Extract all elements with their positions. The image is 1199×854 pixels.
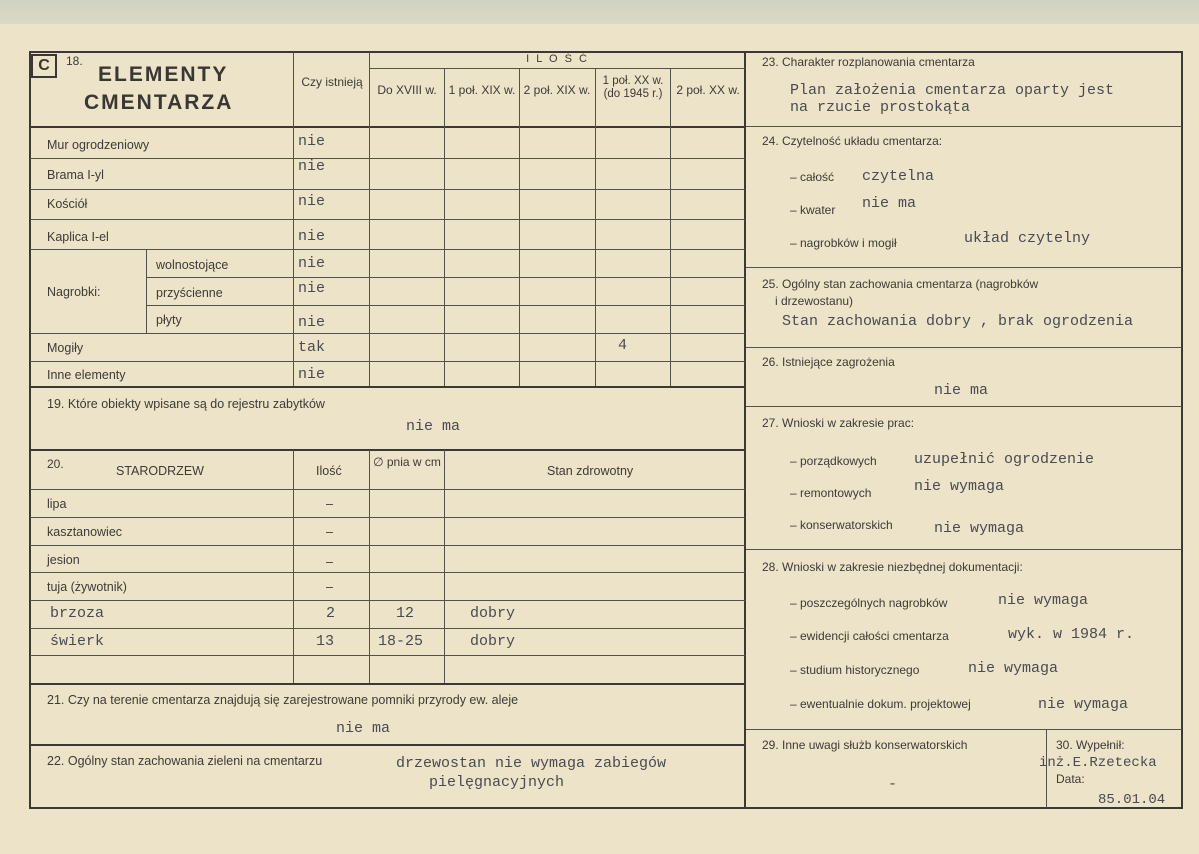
elements-title-line2: CMENTARZA — [84, 91, 234, 114]
tree-diam-spruce: 18-25 — [378, 633, 424, 650]
col-period-2: 1 poł. XIX w. — [448, 83, 516, 97]
q24-whole-value: czytelna — [862, 168, 935, 185]
q20-col-qty: Ilość — [316, 464, 342, 478]
tree-name-thuja: tuja (żywotnik) — [47, 580, 127, 594]
tree-name-birch: brzoza — [50, 605, 105, 622]
tree-qty-spruce: 13 — [316, 633, 335, 650]
row-label-slabs: płyty — [156, 313, 182, 327]
q24-label: 24. Czytelność układu cmentarza: — [762, 134, 943, 148]
q27-conservation-label: – konserwatorskich — [790, 518, 893, 532]
row-graves-period4: 4 — [618, 337, 628, 354]
q25-label-line2: i drzewostanu) — [775, 294, 854, 308]
row-label-gate: Brama I-yl — [47, 168, 104, 182]
row-value-church: nie — [298, 193, 326, 210]
tree-name-chestnut: kasztanowiec — [47, 525, 123, 539]
section-c-badge: C — [31, 54, 57, 78]
q20-number: 20. — [47, 457, 64, 471]
q24-quarters-label: – kwater — [790, 203, 836, 217]
q23-label: 23. Charakter rozplanowania cmentarza — [762, 55, 975, 69]
q26-answer: nie ma — [934, 382, 989, 399]
tree-qty-chestnut: – — [326, 525, 333, 539]
row-value-wall-mounted: nie — [298, 280, 326, 297]
col-period-1: Do XVIII w. — [377, 83, 437, 97]
row-value-slabs: nie — [298, 314, 326, 331]
q28-history-value: nie wymaga — [968, 660, 1059, 677]
tree-name-spruce: świerk — [50, 633, 105, 650]
q19-label: 19. Które obiekty wpisane są do rejestru zabytków — [47, 397, 325, 411]
q30-label: 30. Wypełnił: — [1056, 738, 1125, 752]
q30-date-label: Data: — [1056, 772, 1085, 786]
col-period-4: 1 poł. XX w. (do 1945 r.) — [602, 75, 664, 100]
q30-name: inż.E.Rzetecka — [1039, 755, 1157, 771]
q28-design-value: nie wymaga — [1038, 696, 1129, 713]
q24-quarters-value: nie ma — [862, 195, 917, 212]
q19-answer: nie ma — [406, 418, 461, 435]
q30-date: 85.01.04 — [1098, 792, 1166, 808]
tree-qty-linden: – — [326, 497, 333, 511]
q27-cleanup-value: uzupełnić ogrodzenie — [914, 451, 1095, 468]
q28-design-label: – ewentualnie dokum. projektowej — [790, 697, 971, 711]
tree-qty-thuja: – — [326, 580, 333, 594]
row-label-church: Kościół — [47, 197, 88, 211]
row-label-freestanding: wolnostojące — [156, 258, 229, 272]
q26-label: 26. Istniejące zagrożenia — [762, 355, 895, 369]
row-label-wall-mounted: przyścienne — [156, 286, 223, 300]
q25-label-line1: 25. Ogólny stan zachowania cmentarza (nagrobków — [762, 277, 1039, 291]
q22-label: 22. Ogólny stan zachowania zieleni na cmentarzu — [47, 754, 323, 768]
quantity-header: I L O Ś Ć — [526, 53, 589, 65]
q24-whole-label: – całość — [790, 170, 835, 184]
q20-col-diameter: ∅ pnia w cm — [373, 455, 441, 469]
q25-answer: Stan zachowania dobry , brak ogrodzenia — [782, 313, 1134, 330]
col-period-3: 2 poł. XIX w. — [523, 83, 591, 97]
q20-title: STARODRZEW — [116, 464, 204, 478]
q23-answer-line1: Plan założenia cmentarza oparty jest — [790, 82, 1115, 99]
tree-health-spruce: dobry — [470, 633, 516, 650]
col-exists-header: Czy istnieją — [301, 75, 363, 89]
q27-label: 27. Wnioski w zakresie prac: — [762, 416, 915, 430]
q21-label: 21. Czy na terenie cmentarza znajdują się zarejestrowane pomniki przyrody ew. aleje — [47, 693, 519, 707]
q24-tombs-label: – nagrobków i mogił — [790, 236, 897, 250]
row-value-graves: tak — [298, 339, 326, 356]
q21-answer: nie ma — [336, 720, 391, 737]
row-value-wall: nie — [298, 133, 326, 150]
q27-repair-label: – remontowych — [790, 486, 872, 500]
q20-col-health: Stan zdrowotny — [547, 464, 634, 478]
q24-tombs-value: układ czytelny — [964, 230, 1091, 247]
q27-repair-value: nie wymaga — [914, 478, 1005, 495]
q28-records-value: wyk. w 1984 r. — [1008, 626, 1135, 643]
tree-qty-birch: 2 — [326, 605, 336, 622]
q27-cleanup-label: – porządkowych — [790, 454, 877, 468]
row-label-wall: Mur ogrodzeniowy — [47, 138, 150, 152]
section-18-number: 18. — [66, 54, 83, 68]
tree-health-birch: dobry — [470, 605, 516, 622]
q28-tombs-value: nie wymaga — [998, 592, 1089, 609]
row-value-freestanding: nie — [298, 255, 326, 272]
tree-name-ash: jesion — [47, 553, 80, 567]
q22-answer-line2: pielęgnacyjnych — [429, 774, 565, 791]
row-value-gate: nie — [298, 158, 326, 175]
row-label-graves: Mogiły — [47, 341, 84, 355]
row-value-other: nie — [298, 366, 326, 383]
tree-name-linden: lipa — [47, 497, 67, 511]
row-label-other: Inne elementy — [47, 368, 126, 382]
row-label-chapel: Kaplica I-el — [47, 230, 109, 244]
q27-conservation-value: nie wymaga — [934, 520, 1025, 537]
q22-answer-line1: drzewostan nie wymaga zabiegów — [396, 755, 667, 772]
q28-history-label: – studium historycznego — [790, 663, 920, 677]
q28-label: 28. Wnioski w zakresie niezbędnej dokumentacji: — [762, 560, 1023, 574]
row-value-chapel: nie — [298, 228, 326, 245]
elements-title-line1: ELEMENTY — [98, 63, 229, 86]
q29-label: 29. Inne uwagi służb konserwatorskich — [762, 738, 968, 752]
q23-answer-line2: na rzucie prostokąta — [790, 99, 971, 116]
q29-answer: - — [888, 776, 898, 793]
tombstones-label: Nagrobki: — [47, 285, 101, 299]
col-period-5: 2 poł. XX w. — [676, 83, 740, 97]
q28-tombs-label: – poszczególnych nagrobków — [790, 596, 948, 610]
q28-records-label: – ewidencji całości cmentarza — [790, 629, 949, 643]
tree-qty-ash: – — [326, 555, 333, 569]
tree-diam-birch: 12 — [396, 605, 415, 622]
